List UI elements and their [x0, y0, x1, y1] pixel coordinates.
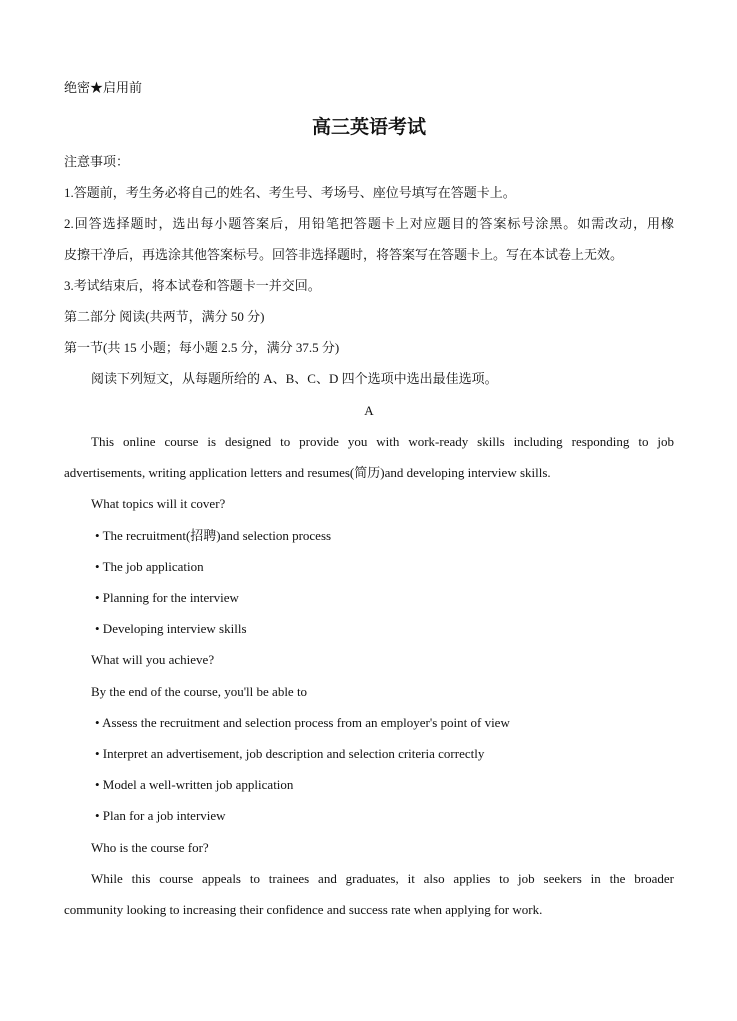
notice-item-1: 1.答题前，考生务必将自己的姓名、考生号、考场号、座位号填写在答题卡上。 [64, 185, 516, 200]
achievement-item: • Interpret an advertisement, job description and selection criteria correctly [95, 746, 485, 761]
achievement-item: • Model a well-written job application [95, 777, 294, 792]
passage-p1-line-2: advertisements, writing application letters and resumes(简历)and developing interview skills. [64, 465, 551, 480]
section-sub-heading: 第一节(共 15 小题；每小题 2.5 分，满分 37.5 分) [64, 340, 340, 355]
notice-item-2-line-1: 2.回答选择题时，选出每小题答案后，用铅笔把答题卡上对应题目的答案标号涂黑。如需改动，用橡 [64, 216, 674, 231]
passage-label: A [364, 403, 374, 418]
passage-p1-line-1: This online course is designed to provide you with work-ready skills including responding to job [91, 434, 674, 449]
question-achieve: What will you achieve? [91, 652, 215, 667]
notice-heading: 注意事项： [64, 154, 130, 169]
passage-p2-line-1: While this course appeals to trainees and graduates, it also applies to job seekers in the broader [91, 871, 674, 886]
notice-item-2-line-2: 皮擦干净后，再选涂其他答案标号。回答非选择题时，将答案写在答题卡上。写在本试卷上无效。 [64, 247, 624, 262]
notice-item-3: 3.考试结束后，将本试卷和答题卡一并交回。 [64, 278, 321, 293]
page-title: 高三英语考试 [311, 117, 426, 138]
section-instruction: 阅读下列短文，从每题所给的 A、B、C、D 四个选项中选出最佳选项。 [91, 371, 498, 386]
passage-p2-line-2: community looking to increasing their confidence and success rate when applying for work. [64, 902, 543, 917]
achieve-intro: By the end of the course, you'll be able to [91, 684, 308, 699]
topic-item: • Developing interview skills [95, 621, 247, 636]
achievement-item: • Assess the recruitment and selection process from an employer's point of view [95, 715, 510, 730]
topic-item: • The job application [95, 559, 204, 574]
section-part-heading: 第二部分 阅读(共两节，满分 50 分) [64, 309, 265, 324]
achievement-item: • Plan for a job interview [95, 808, 226, 823]
question-topics: What topics will it cover? [91, 496, 226, 511]
topic-item: • Planning for the interview [95, 590, 239, 605]
question-audience: Who is the course for? [91, 840, 209, 855]
confidential-label: 绝密★启用前 [64, 80, 143, 95]
topic-item: • The recruitment(招聘)and selection process [95, 528, 332, 543]
